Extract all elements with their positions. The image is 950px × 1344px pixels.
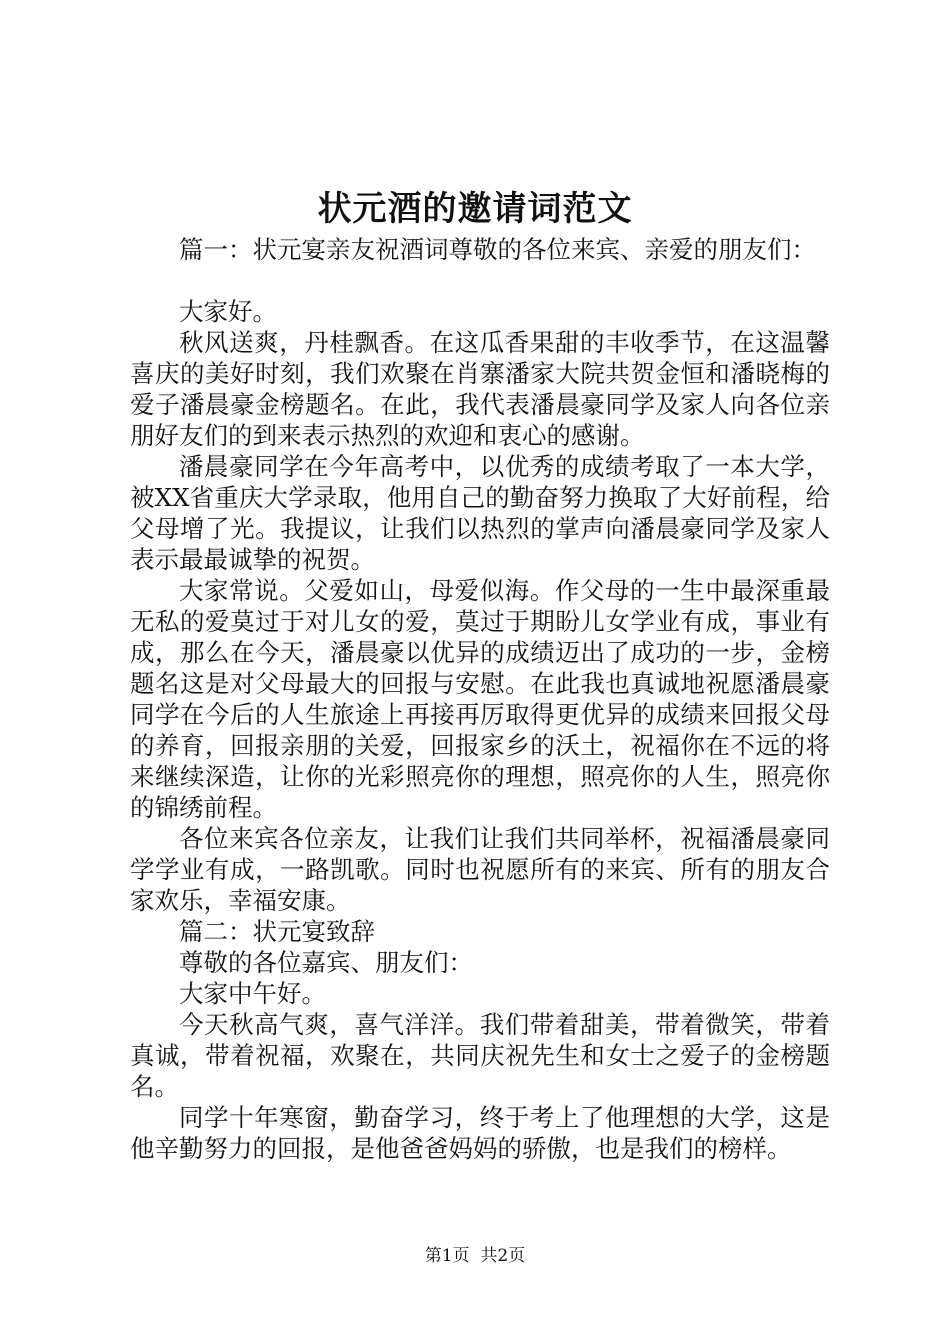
page-total: 共2页 [480,1246,526,1266]
document-body [130,234,830,1164]
paragraph: 同学十年寒窗，勤奋学习，终于考上了他理想的大学，这是他辛勤努力的回报，是他爸爸妈妈的骄傲，也是我们的榜样。 [130,1103,830,1163]
paragraph-heading-one: 篇一：状元宴亲友祝酒词尊敬的各位来宾、亲爱的朋友们： [179,235,816,264]
paragraph: 潘晨豪同学在今年高考中，以优秀的成绩考取了一本大学，被XX省重庆大学录取，他用自己的勤奋努力换取了大好前程，给父母增了光。我提议，让我们以热烈的掌声向潘晨豪同学及家人表示最最诚挚的祝贺。 [130,452,830,574]
paragraph: 各位来宾各位亲友，让我们让我们共同举杯，祝福潘晨豪同学学业有成，一路凯歌。同时也祝愿所有的来宾、所有的朋友合家欢乐，幸福安康。 [130,824,830,915]
paragraph: 大家好。 [179,297,277,326]
paragraph: 大家常说。父爱如山，母爱似海。作父母的一生中最深重最无私的爱莫过于对儿女的爱，莫过于期盼儿女学业有成，事业有成，那么在今天，潘晨豪以优异的成绩迈出了成功的一步，金榜题名这是对父母最大的回报与安慰。在此我也真诚地祝愿潘晨豪同学在今后的人生旅途上再接再厉取得更优异的成绩来回报父母的养育，回报亲朋的关爱，回报家乡的沃土，祝福你在不远的将来继续深造，让你的光彩照亮你的理想，照亮你的人生，照亮你的锦绣前程。 [130,576,830,822]
page-number: 第1页 [424,1246,470,1266]
paragraph: 尊敬的各位嘉宾、朋友们： [179,948,473,977]
paragraph-heading-two: 篇二：状元宴致辞 [179,917,375,946]
paragraph: 今天秋高气爽，喜气洋洋。我们带着甜美，带着微笑，带着真诚，带着祝福，欢聚在，共同庆祝先生和女士之爱子的金榜题名。 [130,1010,830,1101]
page-footer [0,1244,950,1268]
paragraph: 大家中午好。 [179,979,326,1008]
paragraph: 秋风送爽，丹桂飘香。在这瓜香果甜的丰收季节，在这温馨喜庆的美好时刻，我们欢聚在肖寨潘家大院共贺金恒和潘晓梅的爱子潘晨豪金榜题名。在此，我代表潘晨豪同学及家人向各位亲朋好友们的到来表示热烈的欢迎和衷心的感谢。 [130,328,830,450]
document-title: 状元酒的邀请词范文 [317,189,633,229]
